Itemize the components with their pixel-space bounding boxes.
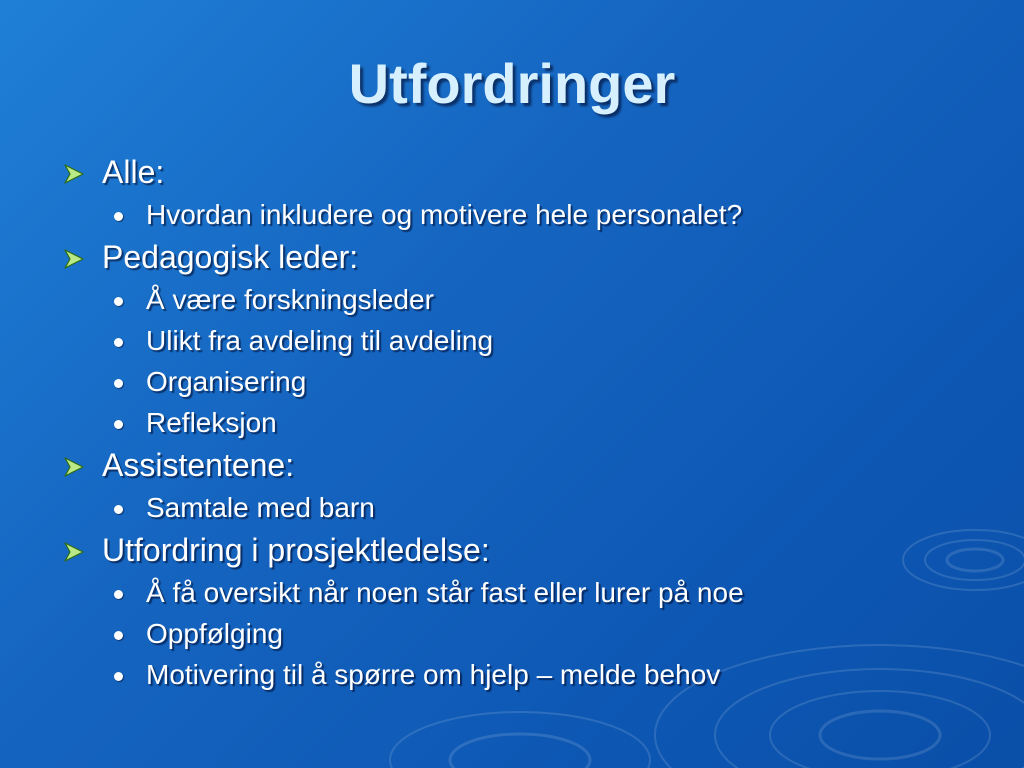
section-heading xyxy=(62,235,1002,279)
section-heading-text: Alle: xyxy=(102,154,165,190)
dot-bullet-icon xyxy=(114,420,123,429)
arrow-bullet-icon xyxy=(62,163,86,185)
dot-bullet-icon xyxy=(114,379,123,388)
list-item-text: Hvordan inkludere og motivere hele personalet? xyxy=(146,199,743,230)
list-item xyxy=(62,402,1002,443)
section-heading xyxy=(62,150,1002,194)
list-item xyxy=(62,613,1002,654)
list-item xyxy=(62,572,1002,613)
arrow-bullet-icon xyxy=(62,541,86,563)
dot-bullet-icon xyxy=(114,631,123,640)
section-heading-text: Assistentene: xyxy=(102,447,295,483)
dot-bullet-icon xyxy=(114,505,123,514)
list-item xyxy=(62,487,1002,528)
list-item-text: Oppfølging xyxy=(146,618,283,649)
bullet-list xyxy=(62,150,1002,695)
arrow-bullet-icon xyxy=(62,456,86,478)
list-item-text: Organisering xyxy=(146,366,307,397)
list-item-text: Motivering til å spørre om hjelp – melde behov xyxy=(146,659,721,690)
dot-bullet-icon xyxy=(114,297,123,306)
section-heading-text: Pedagogisk leder: xyxy=(102,239,359,275)
list-item-text: Å få oversikt når noen står fast eller lurer på noe xyxy=(146,577,744,608)
list-item xyxy=(62,320,1002,361)
dot-bullet-icon xyxy=(114,212,123,221)
section-heading xyxy=(62,443,1002,487)
dot-bullet-icon xyxy=(114,590,123,599)
list-item-text: Refleksjon xyxy=(146,407,277,438)
list-item xyxy=(62,279,1002,320)
list-item xyxy=(62,654,1002,695)
list-item-text: Samtale med barn xyxy=(146,492,375,523)
list-item-text: Å være forskningsleder xyxy=(146,284,434,315)
section-heading-text: Utfordring i prosjektledelse: xyxy=(102,532,490,568)
list-item-text: Ulikt fra avdeling til avdeling xyxy=(146,325,494,356)
slide-title: Utfordringer xyxy=(348,52,676,115)
dot-bullet-icon xyxy=(114,338,123,347)
section-heading xyxy=(62,528,1002,572)
list-item xyxy=(62,361,1002,402)
dot-bullet-icon xyxy=(114,672,123,681)
arrow-bullet-icon xyxy=(62,248,86,270)
list-item xyxy=(62,194,1002,235)
